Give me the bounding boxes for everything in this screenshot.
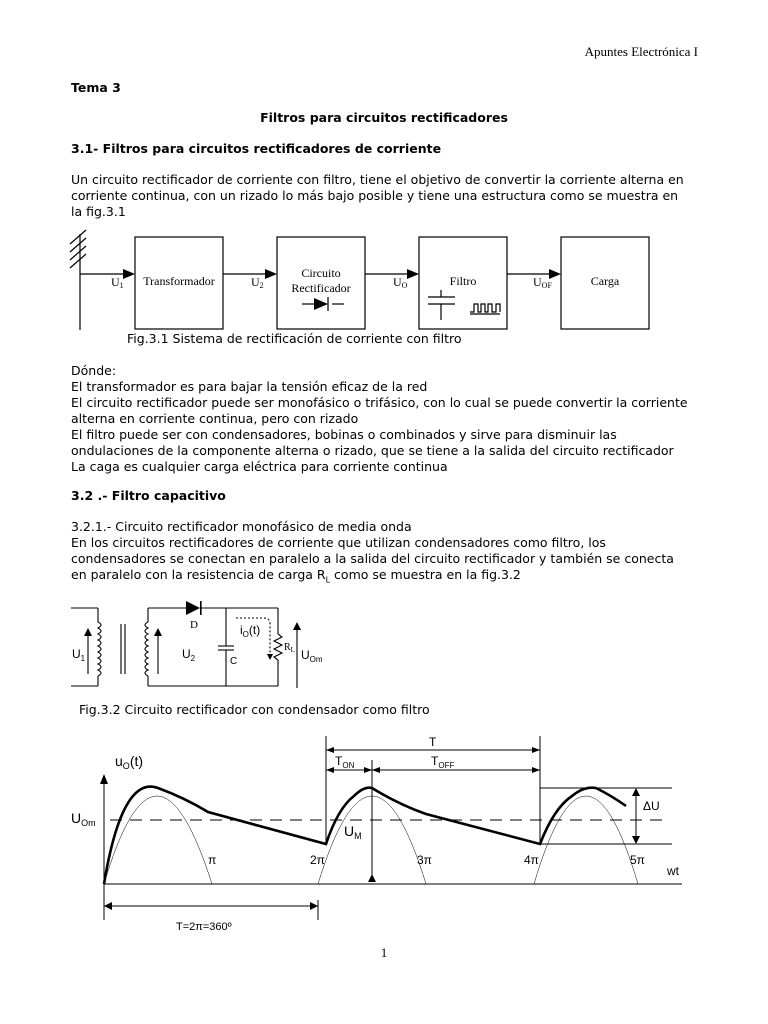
svg-text:UOm: $U_{Om}$ — [301, 648, 323, 664]
period-equation: T=2π=360º — [176, 921, 232, 933]
tick-label: 3π — [417, 853, 432, 867]
intro-paragraph — [71, 172, 711, 220]
diode-label: D — [190, 619, 198, 631]
rectificador-label: Rectificador — [291, 281, 351, 295]
period-t-label: T — [429, 735, 437, 749]
block-diagram-fig-3-1 — [60, 226, 700, 332]
filtro-label: Filtro — [449, 274, 477, 288]
capacitor-label: C — [230, 656, 238, 667]
text-line: la fig.3.1 — [71, 204, 126, 219]
page-title: Filtros para circuitos rectificadores — [260, 110, 508, 125]
text-line: 3.2.1.- Circuito rectificador monofásico de media onda — [71, 519, 412, 534]
section-3-1-heading: 3.1- Filtros para circuitos rectificadores de corriente — [71, 141, 442, 156]
carga-label: Carga — [590, 274, 620, 288]
text-line: Dónde: — [71, 363, 117, 378]
svg-text:U1: U1 — [111, 275, 124, 290]
text-line: alterna en corriente continua, pero con rizado — [71, 411, 359, 426]
delta-u-label: ΔU — [643, 799, 660, 813]
text-line: ondulaciones de la componente alterna o rizado, que se tiene a la salida del circuito rectificador — [71, 443, 674, 458]
text-line: condensadores se conectan en paralelo a la salida del circuito rectificador y también se conecta — [71, 551, 674, 566]
tick-label: π — [208, 853, 217, 867]
waveform-figure — [60, 730, 700, 936]
transformador-label: Transformador — [143, 274, 215, 288]
svg-text:UOm: $U_{Om}$ — [71, 810, 96, 828]
tema-heading: Tema 3 — [71, 80, 121, 95]
svg-text:U2: $U_2$ — [182, 647, 196, 663]
text-line: La caga es cualquier carga eléctrica para corriente continua — [71, 459, 448, 474]
page-number: 1 — [380, 945, 388, 960]
fig-3-2-caption: Fig.3.2 Circuito rectificador con condensador como filtro — [79, 702, 430, 717]
svg-text:TOFF: $T_{OFF}$ — [431, 754, 455, 770]
svg-text:U1: $U_1$ — [72, 647, 86, 663]
text-line: corriente continua, con un rizado lo más bajo posible y tiene una estructura como se muestra en — [71, 188, 679, 203]
wt-axis-label: wt — [667, 864, 679, 878]
svg-text:UOF: UOF — [533, 275, 552, 290]
text-line: El filtro puede ser con condensadores, bobinas o combinados y sirve para disminuir las — [71, 427, 617, 442]
svg-text:U2: U2 — [251, 275, 264, 290]
section-3-2-heading: 3.2 .- Filtro capacitivo — [71, 488, 226, 503]
text-line: El transformador es para bajar la tensión eficaz de la red — [71, 379, 428, 394]
circuito-label: Circuito — [301, 266, 341, 280]
svg-text:RL: $R_L$ — [284, 642, 295, 654]
filtro-capacitivo-paragraph — [71, 519, 711, 589]
svg-text:UM: $U_M$ — [344, 823, 362, 841]
fig-3-1-caption: Fig.3.1 Sistema de rectificación de corriente con filtro — [127, 331, 462, 346]
svg-text:TON: $T_{ON}$ — [335, 754, 355, 770]
svg-text:UO: UO — [393, 275, 408, 290]
text-line: en paralelo con la resistencia de carga $R_L$ como se muestra en la fig.3.2 — [71, 567, 521, 585]
tick-label: 4π — [524, 853, 539, 867]
text-line: El circuito rectificador puede ser monofásico o trifásico, con lo cual se puede convertir la corriente — [71, 395, 688, 410]
svg-text:iO(t): $i_O(t)$ — [240, 623, 261, 639]
circuit-fig-3-2 — [68, 596, 338, 700]
page-header: Apuntes Electrónica I — [584, 44, 698, 59]
tick-label: 5π — [630, 853, 645, 867]
text-line: En los circuitos rectificadores de corriente que utilizan condensadores como filtro, los — [71, 535, 606, 550]
tick-label: 2π — [310, 853, 325, 867]
donde-paragraph — [71, 363, 711, 475]
text-line: Un circuito rectificador de corriente con filtro, tiene el objetivo de convertir la corriente alterna en — [71, 172, 684, 187]
svg-text:uO(t): $u_O(t)$ — [115, 753, 144, 771]
